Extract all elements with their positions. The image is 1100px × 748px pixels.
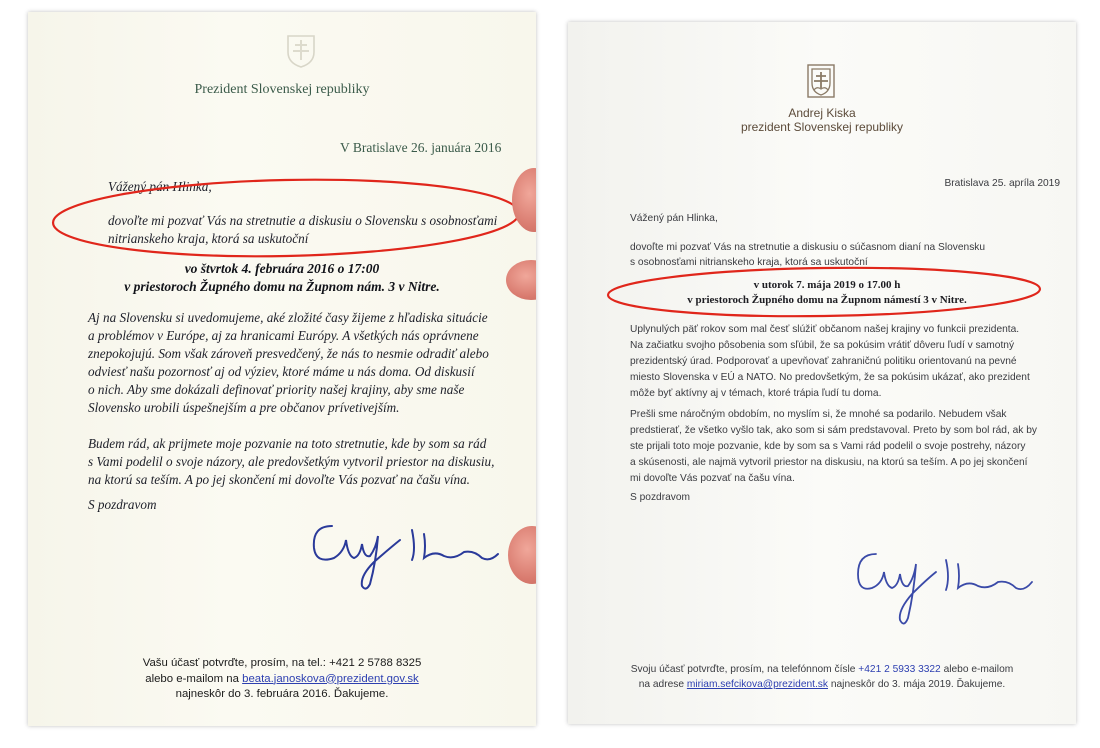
- paragraph-line: Aj na Slovensku si uvedomujeme, aké zložité časy žijeme z hľadiska situácie: [88, 310, 488, 325]
- place-date: Bratislava 25. apríla 2019: [944, 178, 1060, 189]
- letter-2019: [568, 22, 1076, 724]
- paragraph-line: Prešli sme náročným obdobím, no myslím si, že mnohé sa podarilo. Nebudem však: [630, 409, 1007, 420]
- paragraph-line: a problémov v Európe, aj za hranicami Európy. A všetkých nás oprávnene: [88, 328, 479, 343]
- place-date: V Bratislave 26. januára 2016: [340, 140, 502, 155]
- salutation: Vážený pán Hlinka,: [630, 213, 718, 224]
- intro-line-1: dovoľte mi pozvať Vás na stretnutie a diskusiu o Slovensku s osobnosťami: [108, 213, 498, 228]
- salutation: Vážený pán Hlinka,: [108, 179, 212, 194]
- sender-title: prezident Slovenskej republiky: [740, 120, 904, 134]
- paragraph-line: ste prijali toto moje pozvanie, kde by som sa s Vami rád podelil o svoje postrehy, názory: [630, 441, 1026, 452]
- event-place-line: v priestoroch Župného domu na Župnom námestí 3 v Nitre.: [687, 294, 967, 306]
- paragraph-line: prezidentský úrad. Podporovať a upevňovať zahraničnú politiku orientovanú na pevné: [630, 356, 1017, 367]
- letter-2016: [28, 12, 536, 726]
- footer-line-1: Vašu účasť potvrďte, prosím, na tel.: +421 2 5788 8325: [142, 657, 422, 669]
- sender-heading: Prezident Slovenskej republiky: [194, 82, 370, 97]
- event-date-line: v utorok 7. mája 2019 o 17.00 h: [753, 279, 901, 291]
- paragraph-line: môže byť aktívny aj v témach, ktoré trápia ľudí tu doma.: [630, 388, 882, 399]
- footer-phone-link[interactable]: +421 2 5933 3322: [858, 664, 941, 675]
- event-place-line: v priestoroch Župného domu na Župnom nám. 3 v Nitre.: [124, 279, 440, 294]
- paragraph-line: o nich. Aby sme dokázali definovať priority našej krajiny, aby sme naše: [88, 382, 465, 397]
- footer-email-prefix: alebo e-mailom na: [145, 672, 239, 685]
- footer-email-link[interactable]: beata.janoskova@prezident.gov.sk: [242, 672, 419, 685]
- paragraph-line: Slovensko urobili úspešnejším a pre občanov prívetivejším.: [88, 400, 400, 415]
- paragraph-line: Uplynulých päť rokov som mal česť slúžiť občanom našej krajiny vo funkcii prezidenta.: [630, 324, 1020, 335]
- footer-email-suffix: najneskôr do 3. mája 2019. Ďakujeme.: [830, 679, 1006, 690]
- paragraph-line: mi dovoľte Vás pozvať na čašu vína.: [630, 473, 795, 484]
- paragraph-line: odviesť našu pozornosť aj od výziev, ktoré máme u nás doma. Od diskusií: [88, 364, 475, 379]
- highlight-ellipse: [568, 22, 1076, 724]
- closing: S pozdravom: [630, 492, 691, 503]
- intro-line-2: s osobnosťami nitrianskeho kraja, ktorá sa uskutoční: [630, 257, 868, 268]
- intro-line-2: nitrianskeho kraja, ktorá sa uskutoční: [108, 231, 309, 246]
- paragraph-line: s Vami podelil o svoje názory, ale predovšetkým vytvoril priestor na diskusiu,: [88, 454, 495, 469]
- paragraph-line: a skúsenosti, ale najmä vytvoril priestor na diskusiu, na ktorú sa teším. A po jej skončení: [630, 457, 1028, 468]
- footer-email-link[interactable]: miriam.sefcikova@prezident.sk: [686, 679, 828, 690]
- footer-line-3: najneskôr do 3. februára 2016. Ďakujeme.: [175, 688, 389, 700]
- footer-phone-suffix: alebo e-mailom: [943, 664, 1014, 675]
- paragraph-line: Na začiatku svojho pôsobenia som sľúbil, že sa pokúsim vrátiť dôveru ľudí v samotný: [630, 340, 1015, 351]
- closing: S pozdravom: [88, 497, 157, 512]
- sender-name: Andrej Kiska: [788, 106, 856, 120]
- paragraph-line: predstierať, že všetko vyšlo tak, ako som si sám predstavoval. Preto by som bol rád, ak by: [630, 425, 1037, 436]
- highlight-ellipse: [28, 12, 536, 726]
- intro-line-1: dovoľte mi pozvať Vás na stretnutie a diskusiu o súčasnom dianí na Slovensku: [630, 242, 986, 253]
- paragraph-line: na ktorú sa teším. A po jej skončení mi dovoľte Vás pozvať na čašu vína.: [88, 472, 470, 487]
- footer-email-prefix: na adrese: [638, 679, 685, 690]
- paragraph-line: znepokojujú. Som však zároveň presvedčený, že nás to nesmie odradiť alebo: [88, 346, 489, 361]
- footer-phone-prefix: Svoju účasť potvrďte, prosím, na telefónnom čísle: [630, 664, 856, 675]
- paragraph-line: miesto Slovenska v EÚ a NATO. No predovšetkým, že sa pokúsim ukázať, ako prezident: [630, 372, 1030, 383]
- paragraph-line: Budem rád, ak prijmete moje pozvanie na toto stretnutie, kde by som sa rád: [88, 436, 487, 451]
- event-date-line: vo štvrtok 4. februára 2016 o 17:00: [184, 261, 380, 276]
